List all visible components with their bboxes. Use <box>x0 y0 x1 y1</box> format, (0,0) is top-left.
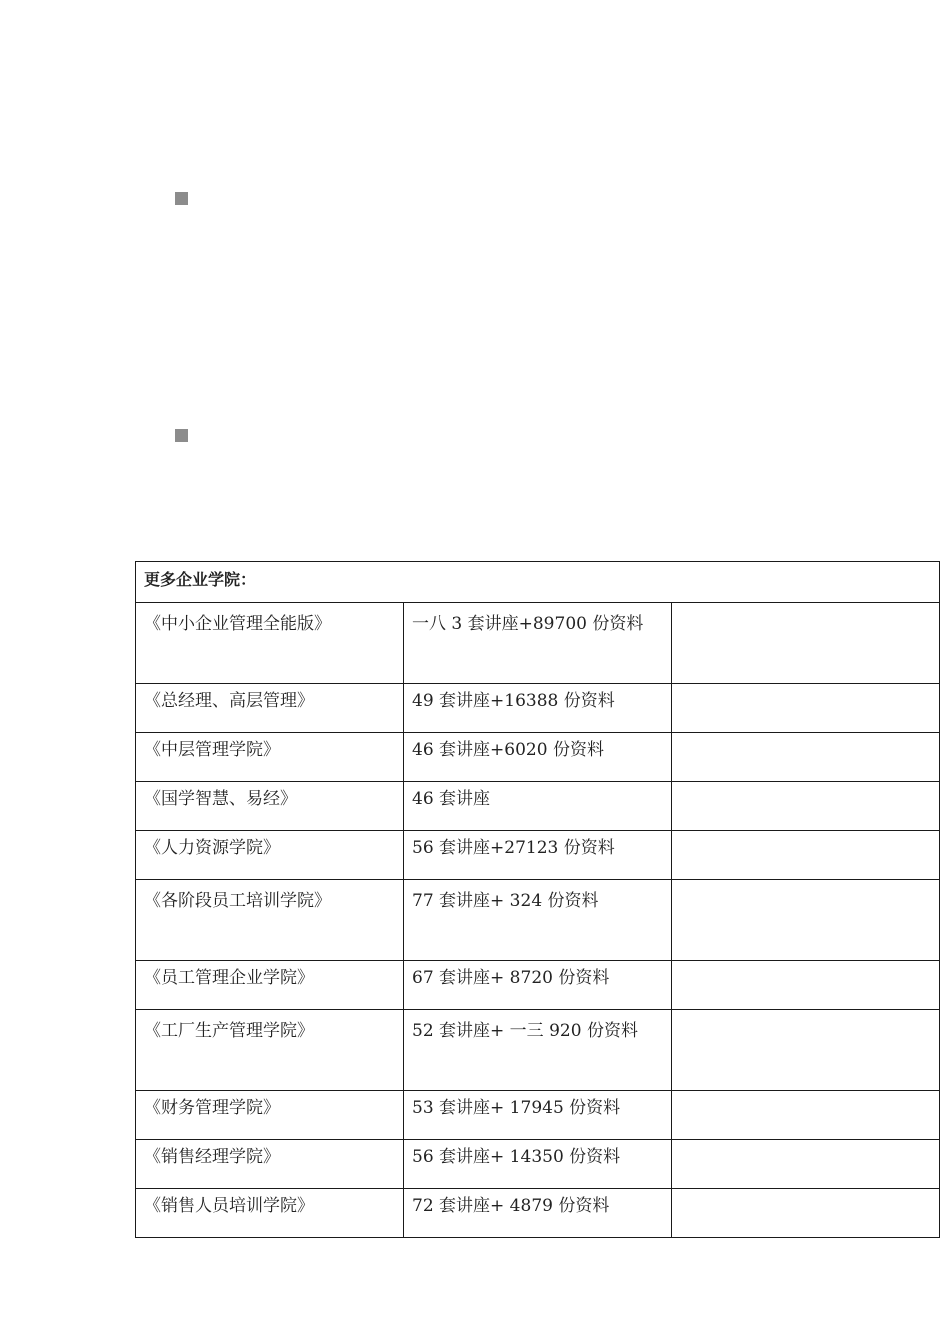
course-content: 72 套讲座+ 4879 份资料 <box>404 1189 672 1238</box>
course-extra <box>672 733 940 782</box>
course-name: 《销售经理学院》 <box>136 1140 404 1189</box>
course-extra <box>672 1091 940 1140</box>
course-content: 一八 3 套讲座+89700 份资料 <box>404 603 672 684</box>
table-row <box>136 831 940 880</box>
course-content: 77 套讲座+ 324 份资料 <box>404 880 672 961</box>
table-header: 更多企业学院： <box>136 562 940 603</box>
table-row <box>136 603 940 684</box>
course-extra <box>672 880 940 961</box>
course-extra <box>672 1010 940 1091</box>
table-row <box>136 1091 940 1140</box>
course-name: 《人力资源学院》 <box>136 831 404 880</box>
table-row <box>136 1010 940 1091</box>
course-extra <box>672 684 940 733</box>
course-content: 52 套讲座+ 一三 920 份资料 <box>404 1010 672 1091</box>
course-content: 46 套讲座+6020 份资料 <box>404 733 672 782</box>
course-name: 《各阶段员工培训学院》 <box>136 880 404 961</box>
course-extra <box>672 1189 940 1238</box>
course-name: 《中小企业管理全能版》 <box>136 603 404 684</box>
course-name: 《中层管理学院》 <box>136 733 404 782</box>
table-row <box>136 880 940 961</box>
bullet-square-icon <box>175 192 188 205</box>
course-content: 67 套讲座+ 8720 份资料 <box>404 961 672 1010</box>
course-extra <box>672 961 940 1010</box>
course-extra <box>672 782 940 831</box>
course-content: 56 套讲座+ 14350 份资料 <box>404 1140 672 1189</box>
table-row <box>136 684 940 733</box>
course-content: 49 套讲座+16388 份资料 <box>404 684 672 733</box>
course-content: 53 套讲座+ 17945 份资料 <box>404 1091 672 1140</box>
table-row <box>136 782 940 831</box>
bullet-square-icon <box>175 429 188 442</box>
table-header-row <box>136 562 940 603</box>
course-extra <box>672 603 940 684</box>
course-content: 46 套讲座 <box>404 782 672 831</box>
course-extra <box>672 831 940 880</box>
course-name: 《员工管理企业学院》 <box>136 961 404 1010</box>
table-row <box>136 1140 940 1189</box>
course-extra <box>672 1140 940 1189</box>
courses-table <box>135 561 940 1238</box>
course-name: 《工厂生产管理学院》 <box>136 1010 404 1091</box>
course-name: 《国学智慧、易经》 <box>136 782 404 831</box>
table-row <box>136 1189 940 1238</box>
table-row <box>136 961 940 1010</box>
table-row <box>136 733 940 782</box>
course-name: 《财务管理学院》 <box>136 1091 404 1140</box>
course-name: 《总经理、高层管理》 <box>136 684 404 733</box>
course-name: 《销售人员培训学院》 <box>136 1189 404 1238</box>
course-content: 56 套讲座+27123 份资料 <box>404 831 672 880</box>
